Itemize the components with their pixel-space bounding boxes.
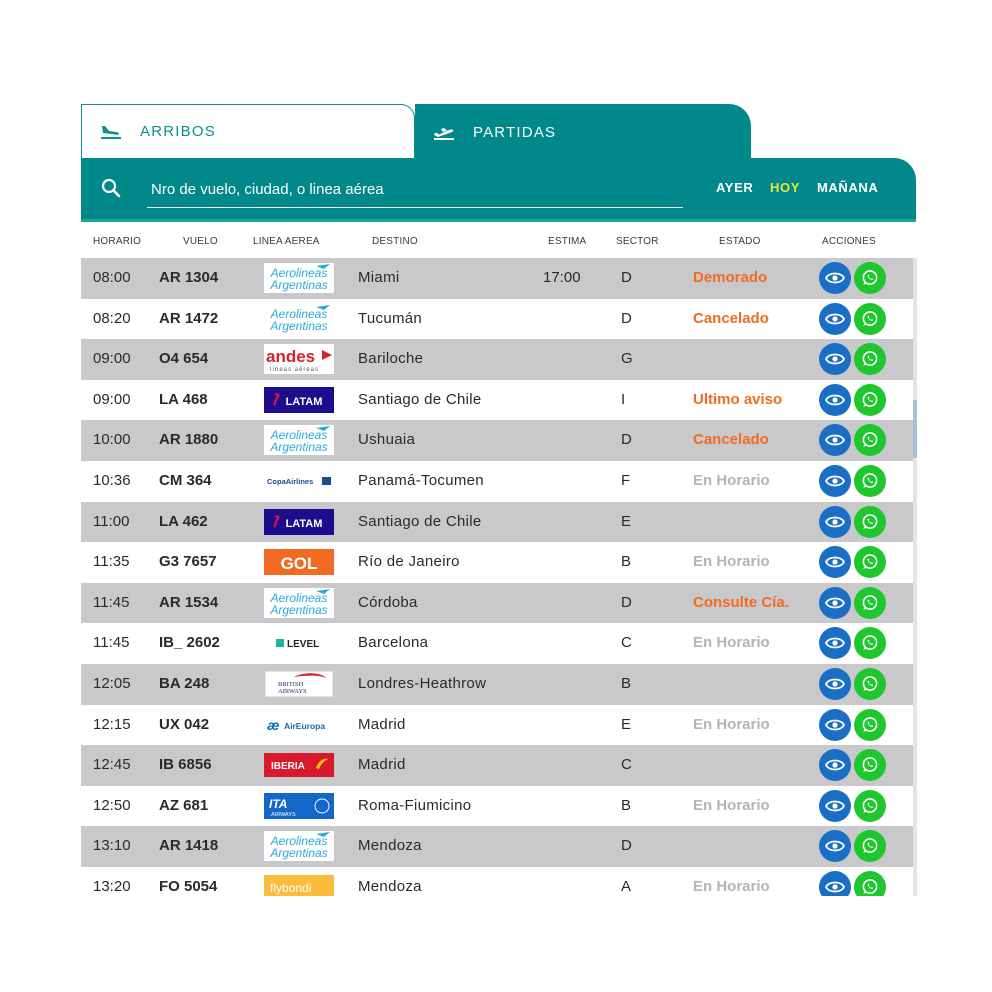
flight-time: 11:35 xyxy=(93,553,130,571)
airline-logo-air-europa xyxy=(264,710,334,740)
flight-number: O4 654 xyxy=(159,350,209,368)
flight-destination: Bariloche xyxy=(358,350,424,368)
day-filter-yesterday[interactable]: AYER xyxy=(716,180,754,195)
flight-number: AR 1304 xyxy=(159,269,219,286)
flight-time: 10:36 xyxy=(93,471,131,489)
airline-logo-copa xyxy=(264,466,334,496)
eye-icon xyxy=(825,677,845,691)
flight-destination: Londres-Heathrow xyxy=(358,674,487,692)
svg-text:Argentinas: Argentinas xyxy=(270,602,328,617)
col-header-destination: DESTINO xyxy=(372,236,418,247)
whatsapp-icon xyxy=(861,513,879,531)
share-whatsapp-button[interactable] xyxy=(854,303,886,335)
flight-sector: D xyxy=(621,593,632,611)
flight-sector: D xyxy=(621,309,632,327)
col-header-flight: VUELO xyxy=(183,236,218,247)
flight-number: LA 468 xyxy=(159,390,208,408)
plane-landing-icon xyxy=(100,124,122,140)
svg-text:AirEuropa: AirEuropa xyxy=(284,720,326,731)
view-details-button[interactable] xyxy=(819,627,851,659)
flight-time: 09:00 xyxy=(93,350,131,368)
flight-status: Cancelado xyxy=(693,431,769,449)
view-details-button[interactable] xyxy=(819,709,851,741)
flight-time: 11:45 xyxy=(93,593,130,611)
flight-status: En Horario xyxy=(693,553,770,571)
view-details-button[interactable] xyxy=(819,749,851,781)
flight-time: 08:00 xyxy=(93,269,131,286)
whatsapp-icon xyxy=(861,878,879,896)
col-header-airline: LINEA AEREA xyxy=(253,236,320,247)
flight-status: En Horario xyxy=(693,471,770,489)
flight-row[interactable] xyxy=(81,420,913,461)
flight-sector: F xyxy=(621,471,631,489)
eye-icon xyxy=(825,515,845,529)
flight-time: 12:05 xyxy=(93,674,131,692)
flight-row[interactable] xyxy=(81,826,913,867)
airline-logo-andes xyxy=(264,344,334,374)
view-details-button[interactable] xyxy=(819,506,851,538)
view-details-button[interactable] xyxy=(819,668,851,700)
svg-text:IBERIA: IBERIA xyxy=(271,761,305,773)
share-whatsapp-button[interactable] xyxy=(854,587,886,619)
airline-logo-aerolineas-argentinas xyxy=(264,263,334,293)
flight-sector: I xyxy=(621,390,626,408)
eye-icon xyxy=(825,433,845,447)
whatsapp-icon xyxy=(861,594,879,612)
flight-row[interactable] xyxy=(81,623,913,664)
flight-destination: Córdoba xyxy=(358,593,418,611)
flight-time: 11:00 xyxy=(93,512,130,530)
flight-status: Consulte Cía. xyxy=(693,593,789,611)
view-details-button[interactable] xyxy=(819,424,851,456)
svg-text:ITA: ITA xyxy=(269,796,288,811)
eye-icon xyxy=(825,352,845,366)
flight-status: En Horario xyxy=(693,796,770,814)
flight-number: IB_ 2602 xyxy=(159,634,220,652)
flight-number: AR 1880 xyxy=(159,431,219,449)
flight-destination: Mendoza xyxy=(358,877,422,895)
flight-sector: D xyxy=(621,269,632,286)
column-headers xyxy=(81,224,916,258)
search-icon[interactable] xyxy=(101,178,121,198)
share-whatsapp-button[interactable] xyxy=(854,506,886,538)
flight-destination: Miami xyxy=(358,269,400,286)
flight-destination: Mendoza xyxy=(358,837,422,855)
svg-text:Argentinas: Argentinas xyxy=(270,318,328,333)
share-whatsapp-button[interactable] xyxy=(854,384,886,416)
flight-sector: B xyxy=(621,674,632,692)
view-details-button[interactable] xyxy=(819,343,851,375)
svg-text:LEVEL: LEVEL xyxy=(287,639,320,651)
scrollbar-track[interactable] xyxy=(913,258,917,898)
search-bar xyxy=(81,158,916,222)
view-details-button[interactable] xyxy=(819,587,851,619)
svg-text:æ: æ xyxy=(267,716,280,733)
flight-number: CM 364 xyxy=(159,471,212,489)
flight-sector: E xyxy=(621,512,632,530)
flight-time: 13:20 xyxy=(93,877,131,895)
flight-status: Ultimo aviso xyxy=(693,390,783,408)
col-header-time: HORARIO xyxy=(93,236,142,247)
airline-logo-level xyxy=(264,628,334,658)
flight-destination: Santiago de Chile xyxy=(358,512,482,530)
svg-text:líneas aéreas: líneas aéreas xyxy=(270,367,320,374)
flight-time: 08:20 xyxy=(93,309,131,327)
flight-row[interactable] xyxy=(81,786,913,827)
airline-logo-aerolineas-argentinas xyxy=(264,831,334,861)
flight-number: AZ 681 xyxy=(159,796,209,814)
flight-row[interactable] xyxy=(81,705,913,746)
svg-text:Aerolineas: Aerolineas xyxy=(270,590,328,605)
airline-logo-aerolineas-argentinas xyxy=(264,425,334,455)
search-input[interactable] xyxy=(147,172,683,208)
flight-row[interactable] xyxy=(81,745,913,786)
flight-sector: C xyxy=(621,756,632,774)
flight-destination: Santiago de Chile xyxy=(358,390,482,408)
flight-row[interactable] xyxy=(81,380,913,421)
flight-number: BA 248 xyxy=(159,674,210,692)
airline-logo-ita-airways xyxy=(264,791,334,821)
whatsapp-icon xyxy=(861,553,879,571)
airline-logo-iberia xyxy=(264,750,334,780)
eye-icon xyxy=(825,271,845,285)
tab-departures[interactable] xyxy=(415,104,751,160)
flight-time: 09:00 xyxy=(93,390,131,408)
whatsapp-icon xyxy=(861,716,879,734)
share-whatsapp-button[interactable] xyxy=(854,424,886,456)
eye-icon xyxy=(825,880,845,894)
flight-number: FO 5054 xyxy=(159,877,218,895)
flight-sector: G xyxy=(621,350,633,368)
eye-icon xyxy=(825,758,845,772)
eye-icon xyxy=(825,596,845,610)
flight-destination: Barcelona xyxy=(358,634,429,652)
flight-status: En Horario xyxy=(693,715,770,733)
whatsapp-icon xyxy=(861,431,879,449)
flight-sector: B xyxy=(621,796,632,814)
flight-row[interactable] xyxy=(81,258,913,299)
flight-status: Cancelado xyxy=(693,309,769,327)
flight-sector: C xyxy=(621,634,632,652)
flight-destination: Madrid xyxy=(358,715,406,733)
flight-number: LA 462 xyxy=(159,512,208,530)
svg-text:LATAM: LATAM xyxy=(285,517,323,530)
flight-destination: Roma-Fiumicino xyxy=(358,796,472,814)
col-header-sector: SECTOR xyxy=(616,236,659,247)
whatsapp-icon xyxy=(861,756,879,774)
flight-number: IB 6856 xyxy=(159,756,212,774)
eye-icon xyxy=(825,799,845,813)
airline-logo-british-airways xyxy=(264,669,334,699)
col-header-status: ESTADO xyxy=(719,236,761,247)
tab-arrivals-label: ARRIBOS xyxy=(140,123,216,140)
flight-time: 13:10 xyxy=(93,837,131,855)
flight-destination: Tucumán xyxy=(358,309,423,327)
airline-logo-aerolineas-argentinas xyxy=(264,304,334,334)
eye-icon xyxy=(825,839,845,853)
whatsapp-icon xyxy=(861,350,879,368)
flight-sector: B xyxy=(621,553,632,571)
col-header-estimate: ESTIMA xyxy=(548,236,587,247)
eye-icon xyxy=(825,636,845,650)
view-details-button[interactable] xyxy=(819,546,851,578)
share-whatsapp-button[interactable] xyxy=(854,830,886,862)
whatsapp-icon xyxy=(861,269,879,287)
flight-number: AR 1418 xyxy=(159,837,219,855)
flight-time: 12:50 xyxy=(93,796,131,814)
whatsapp-icon xyxy=(861,634,879,652)
share-whatsapp-button[interactable] xyxy=(854,749,886,781)
share-whatsapp-button[interactable] xyxy=(854,627,886,659)
flight-destination: Panamá-Tocumen xyxy=(358,471,484,489)
svg-text:GOL: GOL xyxy=(280,554,318,574)
view-details-button[interactable] xyxy=(819,790,851,822)
whatsapp-icon xyxy=(861,472,879,490)
flight-row[interactable] xyxy=(81,583,913,624)
svg-text:AIRWAYS: AIRWAYS xyxy=(271,811,296,818)
scrollbar-thumb[interactable] xyxy=(913,400,917,458)
whatsapp-icon xyxy=(861,391,879,409)
svg-text:Aerolineas: Aerolineas xyxy=(270,306,328,321)
whatsapp-icon xyxy=(861,797,879,815)
svg-text:LATAM: LATAM xyxy=(285,395,323,408)
airline-logo-gol xyxy=(264,547,334,577)
flight-time: 12:15 xyxy=(93,715,131,733)
flight-row[interactable] xyxy=(81,664,913,705)
flight-number: AR 1472 xyxy=(159,309,219,327)
svg-text:AIRWAYS: AIRWAYS xyxy=(278,687,307,695)
flight-number: AR 1534 xyxy=(159,593,219,611)
svg-text:Argentinas: Argentinas xyxy=(270,846,328,861)
share-whatsapp-button[interactable] xyxy=(854,343,886,375)
flight-number: UX 042 xyxy=(159,715,210,733)
flight-status: En Horario xyxy=(693,877,770,895)
eye-icon xyxy=(825,474,845,488)
eye-icon xyxy=(825,718,845,732)
svg-text:BRITISH: BRITISH xyxy=(278,680,304,688)
svg-text:flybondi: flybondi xyxy=(270,880,312,895)
flight-destination: Río de Janeiro xyxy=(358,553,460,571)
eye-icon xyxy=(825,555,845,569)
whatsapp-icon xyxy=(861,675,879,693)
flight-destination: Ushuaia xyxy=(358,431,416,449)
whatsapp-icon xyxy=(861,837,879,855)
flight-list xyxy=(81,258,913,908)
flight-status: Demorado xyxy=(693,269,768,286)
flight-row[interactable] xyxy=(81,502,913,543)
plane-takeoff-icon xyxy=(433,124,455,140)
view-details-button[interactable] xyxy=(819,303,851,335)
svg-text:Argentinas: Argentinas xyxy=(270,440,328,455)
svg-text:CopaAirlines: CopaAirlines xyxy=(267,476,314,486)
col-header-actions: ACCIONES xyxy=(822,236,876,247)
day-filter-tomorrow[interactable]: MAÑANA xyxy=(817,180,879,195)
flight-row[interactable] xyxy=(81,299,913,340)
share-whatsapp-button[interactable] xyxy=(854,546,886,578)
share-whatsapp-button[interactable] xyxy=(854,262,886,294)
airline-logo-latam xyxy=(264,385,334,415)
eye-icon xyxy=(825,312,845,326)
airline-logo-latam xyxy=(264,507,334,537)
view-details-button[interactable] xyxy=(819,465,851,497)
flight-time: 12:45 xyxy=(93,756,131,774)
flight-row[interactable] xyxy=(81,339,913,380)
share-whatsapp-button[interactable] xyxy=(854,668,886,700)
flight-number: G3 7657 xyxy=(159,553,217,571)
view-details-button[interactable] xyxy=(819,262,851,294)
airline-logo-aerolineas-argentinas xyxy=(264,588,334,618)
flight-row[interactable] xyxy=(81,542,913,583)
view-details-button[interactable] xyxy=(819,384,851,416)
svg-text:Argentinas: Argentinas xyxy=(270,278,328,292)
share-whatsapp-button[interactable] xyxy=(854,709,886,741)
flight-row[interactable] xyxy=(81,461,913,502)
eye-icon xyxy=(825,393,845,407)
flight-estimate: 17:00 xyxy=(543,269,581,286)
flight-destination: Madrid xyxy=(358,756,406,774)
day-filter-today[interactable]: HOY xyxy=(770,180,800,195)
svg-text:Aerolineas: Aerolineas xyxy=(270,834,328,849)
flight-status: En Horario xyxy=(693,634,770,652)
share-whatsapp-button[interactable] xyxy=(854,465,886,497)
page-footer-space xyxy=(0,896,992,992)
tab-arrivals[interactable] xyxy=(81,104,415,158)
tab-departures-label: PARTIDAS xyxy=(473,123,557,141)
svg-text:Aerolineas: Aerolineas xyxy=(270,428,328,443)
view-details-button[interactable] xyxy=(819,830,851,862)
share-whatsapp-button[interactable] xyxy=(854,790,886,822)
flight-time: 10:00 xyxy=(93,431,131,449)
flight-sector: D xyxy=(621,837,632,855)
search-bar-divider xyxy=(81,219,916,222)
flight-sector: D xyxy=(621,431,632,449)
flight-sector: E xyxy=(621,715,632,733)
flight-time: 11:45 xyxy=(93,634,130,652)
whatsapp-icon xyxy=(861,310,879,328)
flight-sector: A xyxy=(621,877,632,895)
svg-text:andes: andes xyxy=(266,347,316,367)
svg-text:Aerolineas: Aerolineas xyxy=(270,266,328,280)
